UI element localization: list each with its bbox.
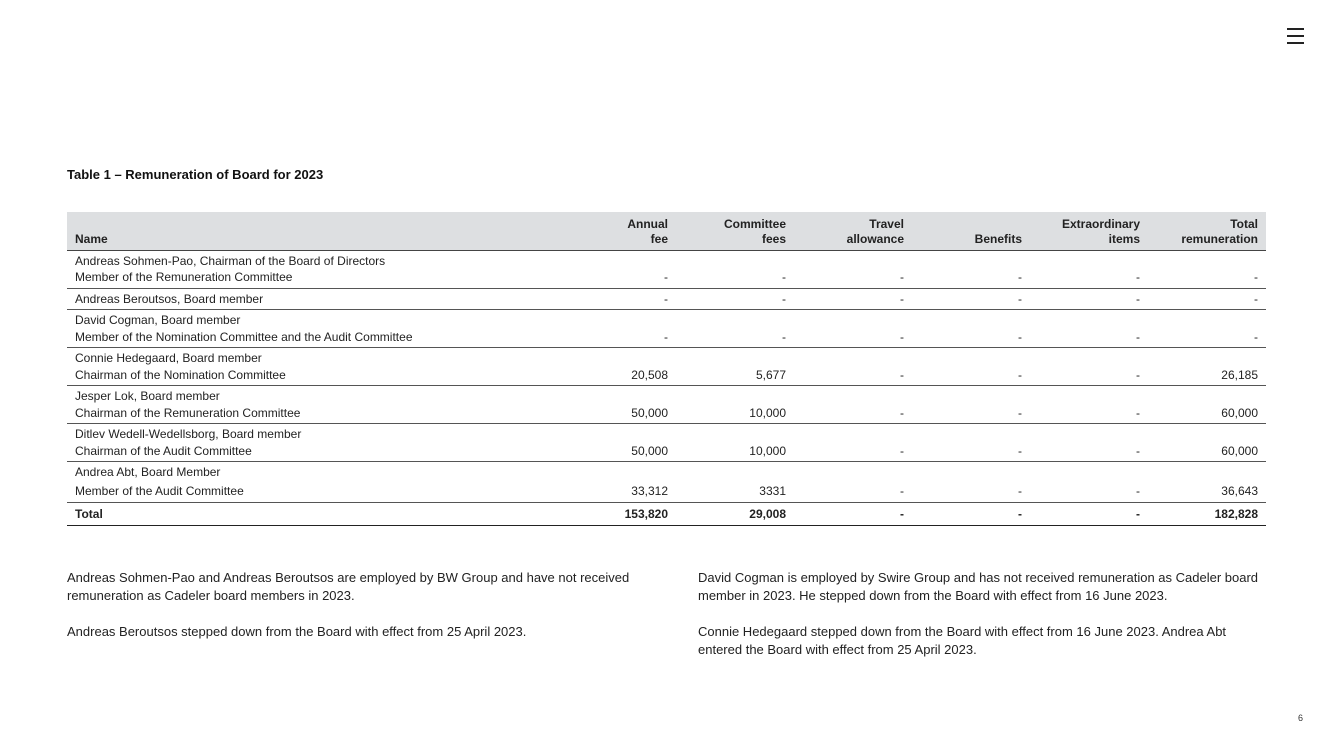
total-remuneration-cell: 60,000 — [1148, 424, 1266, 462]
member-name-cell — [67, 310, 555, 348]
column-header-committee-fees — [676, 212, 794, 250]
table-title: Table 1 – Remuneration of Board for 2023 — [67, 167, 324, 182]
committee-fees-cell: 10,000 — [676, 424, 794, 462]
member-name-cell — [67, 386, 555, 424]
committee-fees-cell: - — [676, 288, 794, 310]
column-header-benefits: Benefits — [912, 212, 1030, 250]
member-name: Ditlev Wedell-Wedellsborg, Board member — [75, 427, 302, 441]
menu-bar-middle — [1287, 35, 1304, 37]
total-extraordinary-items: - — [1030, 503, 1148, 526]
table-total-row — [67, 503, 1266, 526]
member-name-cell — [67, 424, 555, 462]
committee-fees-cell: 10,000 — [676, 386, 794, 424]
annual-fee-cell: - — [555, 310, 676, 348]
member-role: Member of the Nomination Committee and the Audit Committee — [75, 329, 413, 344]
note-paragraph: Andreas Sohmen-Pao and Andreas Beroutsos are employed by BW Group and have not received remuneration as Cadeler board members in 2023. — [67, 570, 630, 603]
column-header-name: Name — [67, 212, 555, 250]
member-name-cell — [67, 462, 555, 503]
table-row — [67, 310, 1266, 348]
remuneration-table — [67, 212, 1266, 526]
benefits-cell: - — [912, 250, 1030, 288]
column-header-line: Extraordinary — [1061, 216, 1140, 231]
table-row — [67, 250, 1266, 288]
hamburger-menu-icon[interactable] — [1286, 27, 1306, 45]
member-role: Member of the Remuneration Committee — [75, 270, 293, 284]
benefits-cell: - — [912, 348, 1030, 386]
extraordinary-items-cell: - — [1030, 348, 1148, 386]
travel-allowance-cell: - — [794, 348, 912, 386]
benefits-cell: - — [912, 462, 1030, 503]
column-header-line: Annual — [627, 216, 668, 231]
travel-allowance-cell: - — [794, 462, 912, 503]
benefits-cell: - — [912, 386, 1030, 424]
committee-fees-cell: - — [676, 250, 794, 288]
note-paragraph: Connie Hedegaard stepped down from the Board with effect from 16 June 2023. Andrea Abt entered the Board with effect from 25 April 2023. — [698, 624, 1227, 657]
column-header-line: items — [1108, 231, 1140, 246]
menu-bar-bottom — [1287, 42, 1304, 44]
table-row — [67, 386, 1266, 424]
page-number: 6 — [1298, 713, 1304, 723]
member-role: Chairman of the Nomination Committee — [75, 367, 286, 382]
table-header-row — [67, 212, 1266, 250]
member-name-cell — [67, 250, 555, 288]
annual-fee-cell: 20,508 — [555, 348, 676, 386]
table-row — [67, 462, 1266, 503]
menu-bar-top — [1287, 28, 1304, 30]
total-benefits: - — [912, 503, 1030, 526]
total-remuneration-cell: 36,643 — [1148, 462, 1266, 503]
column-header-line: remuneration — [1181, 231, 1258, 246]
travel-allowance-cell: - — [794, 310, 912, 348]
benefits-cell: - — [912, 288, 1030, 310]
member-name: Andreas Sohmen-Pao, Chairman of the Board of Directors — [75, 253, 386, 268]
total-remuneration-cell: - — [1148, 288, 1266, 310]
column-header-annual-fee — [555, 212, 676, 250]
annual-fee-cell: - — [555, 250, 676, 288]
total-travel-allowance: - — [794, 503, 912, 526]
column-header-total-remuneration — [1148, 212, 1266, 250]
notes-right-column — [698, 569, 1268, 677]
member-name-cell — [67, 288, 555, 310]
notes-left-column — [67, 569, 667, 659]
committee-fees-cell: - — [676, 310, 794, 348]
note-paragraph: Andreas Beroutsos stepped down from the Board with effect from 25 April 2023. — [67, 624, 527, 639]
total-label: Total — [67, 503, 555, 526]
annual-fee-cell: 33,312 — [555, 462, 676, 503]
member-name: David Cogman, Board member — [75, 313, 241, 327]
total-remuneration-cell: 60,000 — [1148, 386, 1266, 424]
table-row — [67, 424, 1266, 462]
column-header-line: fees — [761, 231, 786, 246]
travel-allowance-cell: - — [794, 424, 912, 462]
travel-allowance-cell: - — [794, 250, 912, 288]
column-header-travel-allowance — [794, 212, 912, 250]
annual-fee-cell: - — [555, 288, 676, 310]
column-header-line: fee — [650, 231, 668, 246]
member-role: Chairman of the Audit Committee — [75, 443, 252, 458]
member-name: Connie Hedegaard, Board member — [75, 351, 262, 365]
table-row — [67, 348, 1266, 386]
extraordinary-items-cell: - — [1030, 250, 1148, 288]
travel-allowance-cell: - — [794, 288, 912, 310]
total-committee-fees: 29,008 — [676, 503, 794, 526]
total-remuneration: 182,828 — [1148, 503, 1266, 526]
annual-fee-cell: 50,000 — [555, 386, 676, 424]
total-remuneration-cell: - — [1148, 310, 1266, 348]
member-name: Jesper Lok, Board member — [75, 389, 220, 403]
column-header-line: Travel — [869, 216, 904, 231]
extraordinary-items-cell: - — [1030, 424, 1148, 462]
member-name: Andreas Beroutsos, Board member — [75, 291, 264, 306]
note-paragraph: David Cogman is employed by Swire Group and has not received remuneration as Cadeler board member in 2023. He stepped down from the Board with effect from 16 June 2023. — [698, 570, 1259, 603]
travel-allowance-cell: - — [794, 386, 912, 424]
total-remuneration-cell: - — [1148, 250, 1266, 288]
committee-fees-cell: 5,677 — [676, 348, 794, 386]
extraordinary-items-cell: - — [1030, 288, 1148, 310]
extraordinary-items-cell: - — [1030, 462, 1148, 503]
column-header-line: Total — [1230, 216, 1258, 231]
column-header-line: allowance — [846, 231, 904, 246]
annual-fee-cell: 50,000 — [555, 424, 676, 462]
member-role: Member of the Audit Committee — [75, 483, 244, 498]
committee-fees-cell: 3331 — [676, 462, 794, 503]
member-role: Chairman of the Remuneration Committee — [75, 405, 301, 420]
column-header-extraordinary-items — [1030, 212, 1148, 250]
extraordinary-items-cell: - — [1030, 386, 1148, 424]
column-header-line: Committee — [723, 216, 786, 231]
member-name: Andrea Abt, Board Member — [75, 465, 221, 479]
table-row — [67, 288, 1266, 310]
extraordinary-items-cell: - — [1030, 310, 1148, 348]
total-remuneration-cell: 26,185 — [1148, 348, 1266, 386]
benefits-cell: - — [912, 310, 1030, 348]
total-annual-fee: 153,820 — [555, 503, 676, 526]
member-name-cell — [67, 348, 555, 386]
benefits-cell: - — [912, 424, 1030, 462]
